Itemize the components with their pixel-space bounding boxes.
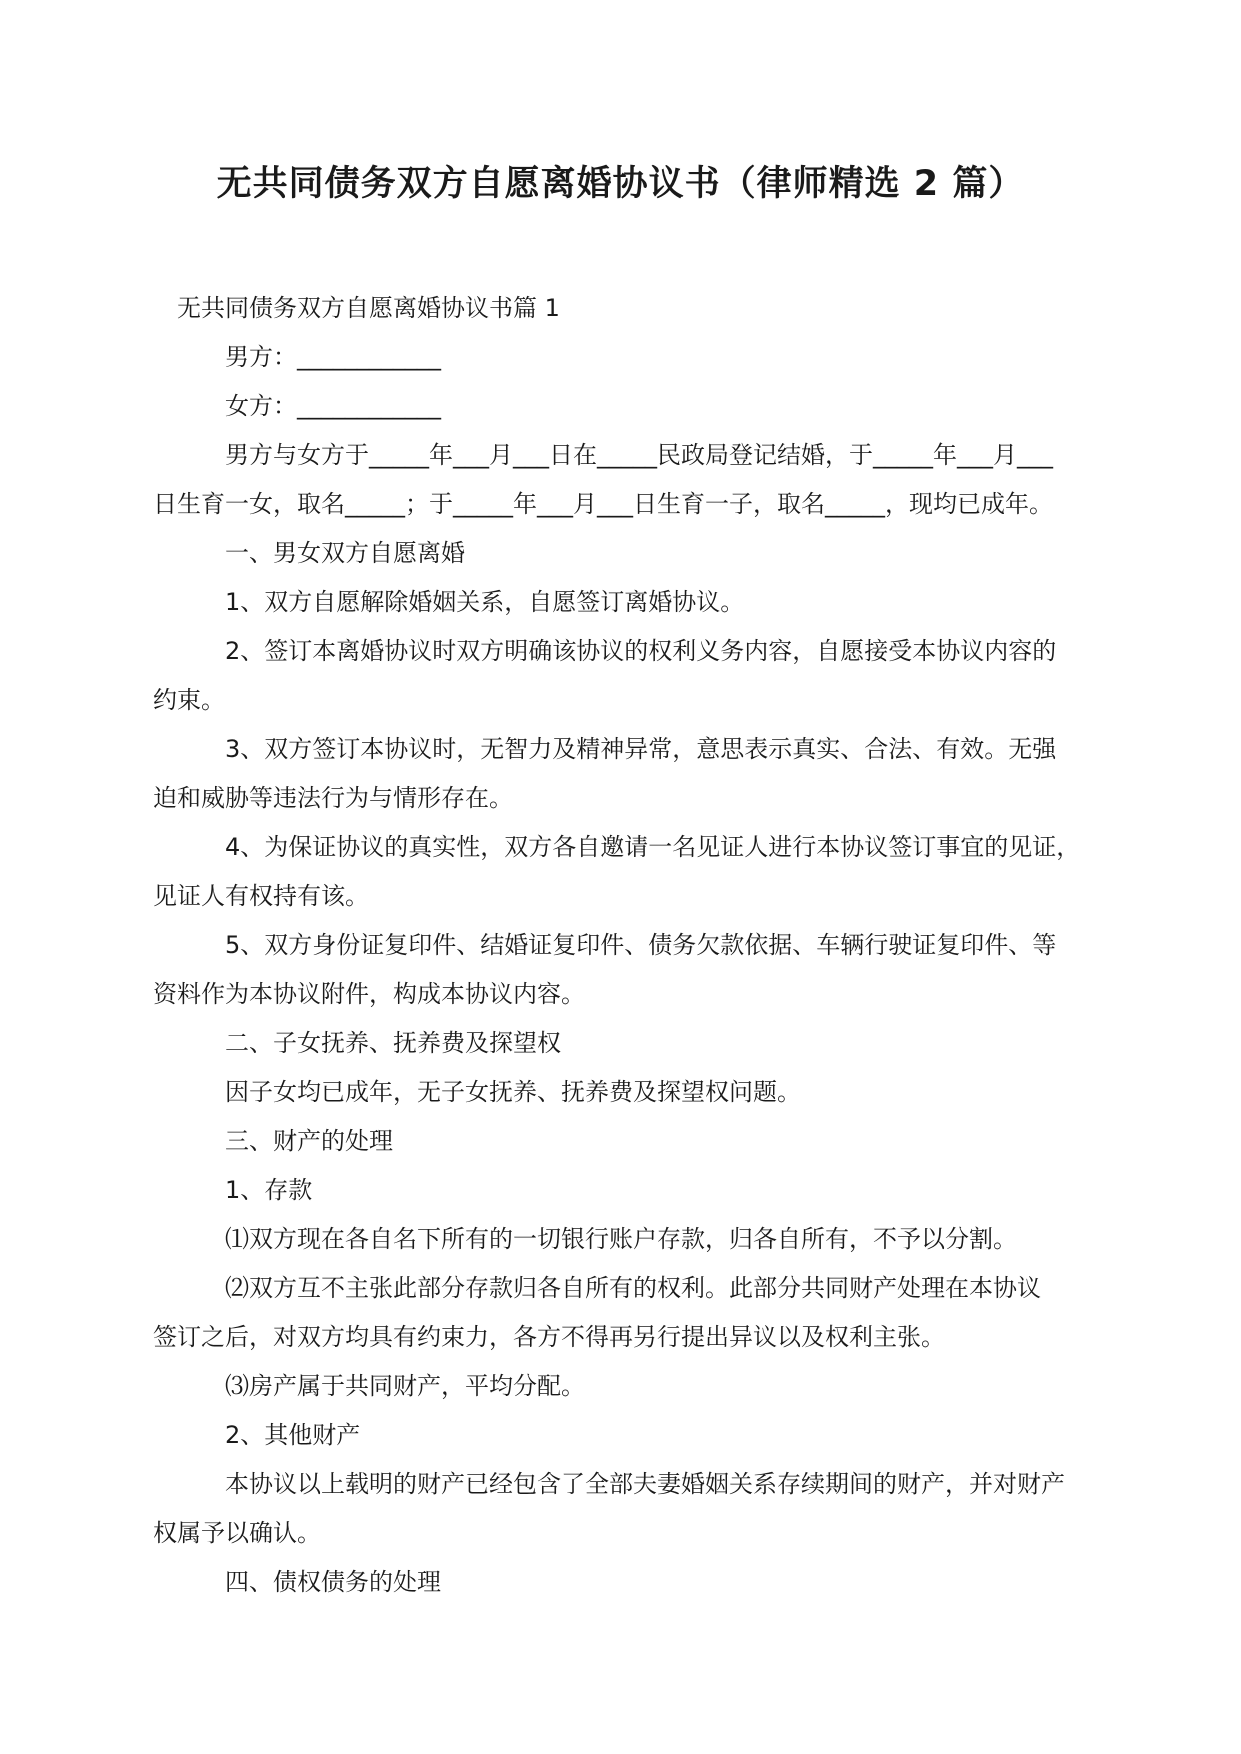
paragraph-line: 签订之后，对双方均具有约束力，各方不得再另行提出异议以及权利主张。: [153, 1323, 945, 1351]
paragraph-line: 5、双方身份证复印件、结婚证复印件、债务欠款依据、车辆行驶证复印件、等: [225, 931, 1057, 959]
paragraph-line: 男方与女方于_____年___月___日在_____民政局登记结婚，于_____年___月___: [225, 441, 1053, 469]
paragraph-line: 因子女均已成年，无子女抚养、抚养费及探望权问题。: [225, 1078, 801, 1106]
paragraph-line: 二、子女抚养、抚养费及探望权: [225, 1029, 561, 1057]
paragraph-line: 日生育一女，取名_____；于_____年___月___日生育一子，取名_____，现均已成年。: [153, 490, 1053, 518]
paragraph-line: 迫和威胁等违法行为与情形存在。: [153, 784, 513, 812]
paragraph-line: 一、男女双方自愿离婚: [225, 539, 465, 567]
paragraph-line: 见证人有权持有该。: [153, 882, 369, 910]
paragraph-line: 权属予以确认。: [153, 1519, 321, 1547]
paragraph-line: 四、债权债务的处理: [225, 1568, 441, 1596]
paragraph-line: 1、存款: [225, 1176, 313, 1204]
paragraph-line: 4、为保证协议的真实性，双方各自邀请一名见证人进行本协议签订事宜的见证，: [225, 833, 1081, 861]
paragraph-line: 三、财产的处理: [225, 1127, 393, 1155]
paragraph-line: 男方：____________: [225, 343, 441, 371]
paragraph-line: 3、双方签订本协议时，无智力及精神异常，意思表示真实、合法、有效。无强: [225, 735, 1057, 763]
paragraph-line: 1、双方自愿解除婚姻关系，自愿签订离婚协议。: [225, 588, 745, 616]
document-body: [153, 284, 1093, 1607]
paragraph-line: 资料作为本协议附件，构成本协议内容。: [153, 980, 585, 1008]
section-subtitle: 无共同债务双方自愿离婚协议书篇 1: [177, 294, 560, 322]
paragraph-line: ⑴双方现在各自名下所有的一切银行账户存款，归各自所有，不予以分割。: [225, 1225, 1017, 1253]
paragraph-line: 2、签订本离婚协议时双方明确该协议的权利义务内容，自愿接受本协议内容的: [225, 637, 1057, 665]
paragraph-line: ⑶房产属于共同财产，平均分配。: [225, 1372, 585, 1400]
paragraph-line: 约束。: [153, 686, 225, 714]
paragraph-line: 本协议以上载明的财产已经包含了全部夫妻婚姻关系存续期间的财产，并对财产: [225, 1470, 1065, 1498]
paragraph-line: 女方：____________: [225, 392, 441, 420]
paragraph-line: 2、其他财产: [225, 1421, 361, 1449]
paragraph-line: ⑵双方互不主张此部分存款归各自所有的权利。此部分共同财产处理在本协议: [225, 1274, 1041, 1302]
document-title: 无共同债务双方自愿离婚协议书（律师精选 2 篇）: [216, 164, 1025, 204]
